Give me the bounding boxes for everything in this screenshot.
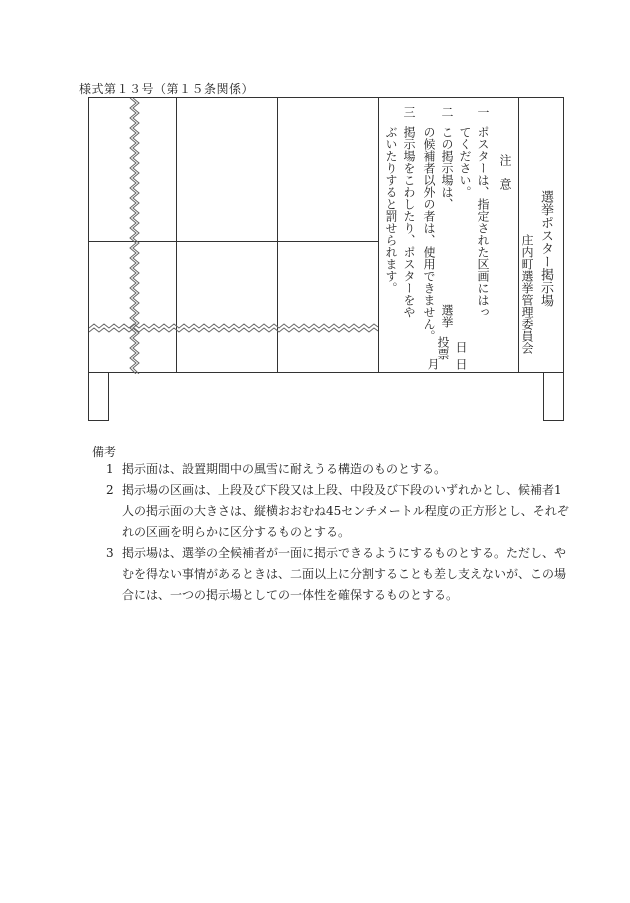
remark-item-2-line-3: れの区画を明らかに区分するものとする。	[122, 525, 351, 539]
remark-item-3-line-1: 掲示場は、選挙の全候補者が一面に掲示できるようにするものとする。ただし、や	[122, 546, 567, 560]
vote-label: 投票	[436, 336, 450, 360]
remark-item-2-number: 2	[106, 483, 114, 497]
board-leg-right	[543, 373, 564, 421]
poster-board	[88, 97, 564, 373]
remark-item-3-line-2: むを得ない事情があるときは、二面以上に分割することも差し支えないが、この場	[122, 567, 567, 581]
notice-heading: 注 意	[498, 154, 512, 190]
grid-line	[378, 98, 379, 372]
title-panel-divider	[518, 98, 519, 372]
day-label: 日	[454, 358, 468, 370]
month-label: 月	[426, 358, 440, 370]
board-title: 選挙ポスター掲示場	[538, 190, 553, 307]
date-label: 日	[454, 341, 468, 353]
notice-item-1-line-1: ポスターは、指定された区画にはっ	[476, 126, 490, 318]
notice-item-1-number: 一	[476, 106, 490, 118]
remark-item-3-line-3: 合には、一つの掲示場としての一体性を確保するものとする。	[122, 588, 459, 602]
zigzag-marks	[89, 98, 378, 374]
remark-item-2-line-2: 人の掲示面の大きさは、縦横おおむね45センチメートル程度の正方形とし、それぞ	[122, 504, 569, 518]
board-leg-left	[88, 373, 109, 421]
notice-item-2-number: 二	[440, 106, 454, 118]
remark-item-1-line-1: 掲示面は、設置期間中の風雪に耐えうる構造のものとする。	[122, 462, 447, 476]
notice-item-3-line-2: ぶいたりすると罰せられます。	[384, 126, 398, 294]
remark-item-3-number: 3	[106, 546, 114, 560]
board-authority: 庄内町選挙管理委員会	[520, 234, 534, 354]
remark-item-3	[106, 543, 567, 606]
notice-item-3-line-1: 掲示場をこわしたり、ポスターをや	[402, 126, 416, 318]
election-label: 選挙	[440, 304, 454, 328]
remark-item-1	[106, 459, 447, 480]
form-label: 様式第１３号（第１５条関係）	[79, 82, 255, 96]
remark-item-2-line-1: 掲示場の区画は、上段及び下段又は上段、中段及び下段のいずれかとし、候補者1	[122, 483, 562, 497]
remarks-heading: 備考	[92, 445, 117, 459]
notice-item-3-number: 三	[402, 106, 416, 118]
notice-item-1-line-2: てください。	[458, 126, 472, 198]
notice-item-2-line-2: の候補者以外の者は、使用できません。	[422, 126, 436, 342]
notice-item-2-line-1: この掲示場は、	[440, 126, 454, 210]
remark-item-2	[106, 480, 569, 543]
remark-item-1-number: 1	[106, 462, 114, 476]
